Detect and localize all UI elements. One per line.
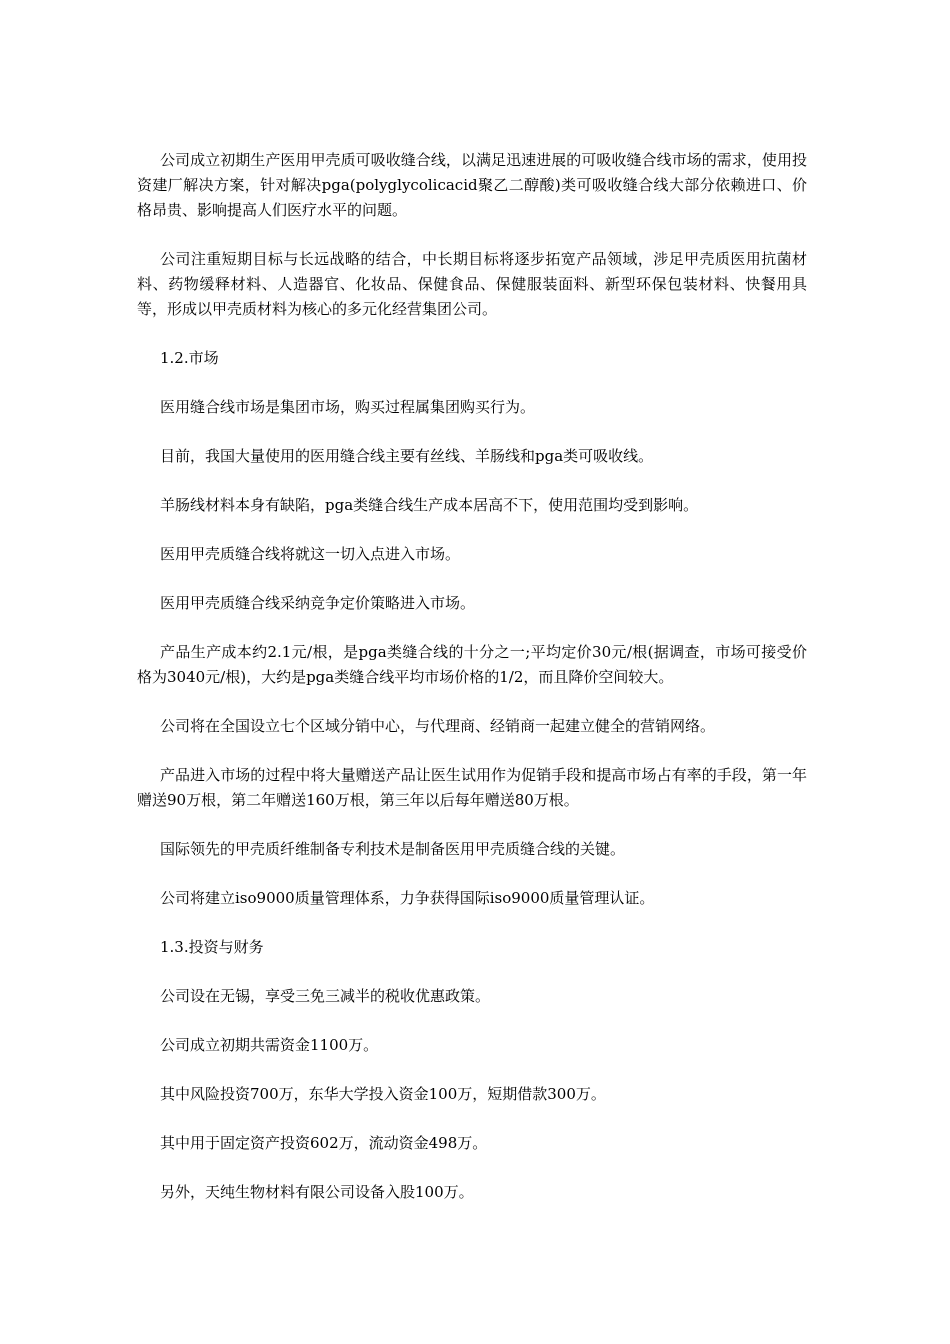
paragraph-quality: 公司将建立iso9000质量管理体系，力争获得国际iso9000质量管理认证。 xyxy=(160,889,655,907)
section-heading-investment: 1.3.投资与财务 xyxy=(160,938,264,956)
paragraph-defects: 羊肠线材料本身有缺陷，pga类缝合线生产成本居高不下，使用范围均受到影响。 xyxy=(160,496,699,514)
document-body xyxy=(137,148,807,1229)
paragraph-company-initial-production: 公司成立初期生产医用甲壳质可吸收缝合线，以满足迅速进展的可吸收缝合线市场的需求，使用投资建厂解决方案，针对解决pga(polyglycolicacid聚乙二醇酸)类可吸收缝合线大部分依赖进口、价格昂贵、影响提高人们医疗水平的问题。 xyxy=(137,151,807,219)
section-heading-market: 1.2.市场 xyxy=(160,349,219,367)
paragraph-strategy: 公司注重短期目标与长远战略的结合，中长期目标将逐步拓宽产品领域，涉足甲壳质医用抗菌材料、药物缓释材料、人造器官、化妆品、保健食品、保健服装面料、新型环保包装材料、快餐用具等，形成以甲壳质材料为核心的多元化经营集团公司。 xyxy=(137,250,807,318)
paragraph-technology: 国际领先的甲壳质纤维制备专利技术是制备医用甲壳质缝合线的关键。 xyxy=(160,840,626,858)
paragraph-equipment-share: 另外，天纯生物材料有限公司设备入股100万。 xyxy=(160,1183,474,1201)
paragraph-distribution: 公司将在全国设立七个区域分销中心，与代理商、经销商一起建立健全的营销网络。 xyxy=(160,717,716,735)
paragraph-fund-usage: 其中用于固定资产投资602万，流动资金498万。 xyxy=(160,1134,488,1152)
paragraph-entry-point: 医用甲壳质缝合线将就这一切入点进入市场。 xyxy=(160,545,461,563)
paragraph-location: 公司设在无锡，享受三免三减半的税收优惠政策。 xyxy=(160,987,491,1005)
paragraph-cost-price: 产品生产成本约2.1元/根，是pga类缝合线的十分之一;平均定价30元/根(据调查，市场可接受价格为3040元/根)，大约是pga类缝合线平均市场价格的1/2，而且降价空间较大。 xyxy=(137,643,807,686)
paragraph-current-sutures: 目前，我国大量使用的医用缝合线主要有丝线、羊肠线和pga类可吸收线。 xyxy=(160,447,654,465)
paragraph-market-type: 医用缝合线市场是集团市场，购买过程属集团购买行为。 xyxy=(160,398,536,416)
paragraph-promotion: 产品进入市场的过程中将大量赠送产品让医生试用作为促销手段和提高市场占有率的手段，第一年赠送90万根，第二年赠送160万根，第三年以后每年赠送80万根。 xyxy=(137,766,807,809)
paragraph-pricing-strategy: 医用甲壳质缝合线采纳竞争定价策略进入市场。 xyxy=(160,594,476,612)
paragraph-capital: 公司成立初期共需资金1100万。 xyxy=(160,1036,379,1054)
paragraph-funding-sources: 其中风险投资700万，东华大学投入资金100万，短期借款300万。 xyxy=(160,1085,606,1103)
